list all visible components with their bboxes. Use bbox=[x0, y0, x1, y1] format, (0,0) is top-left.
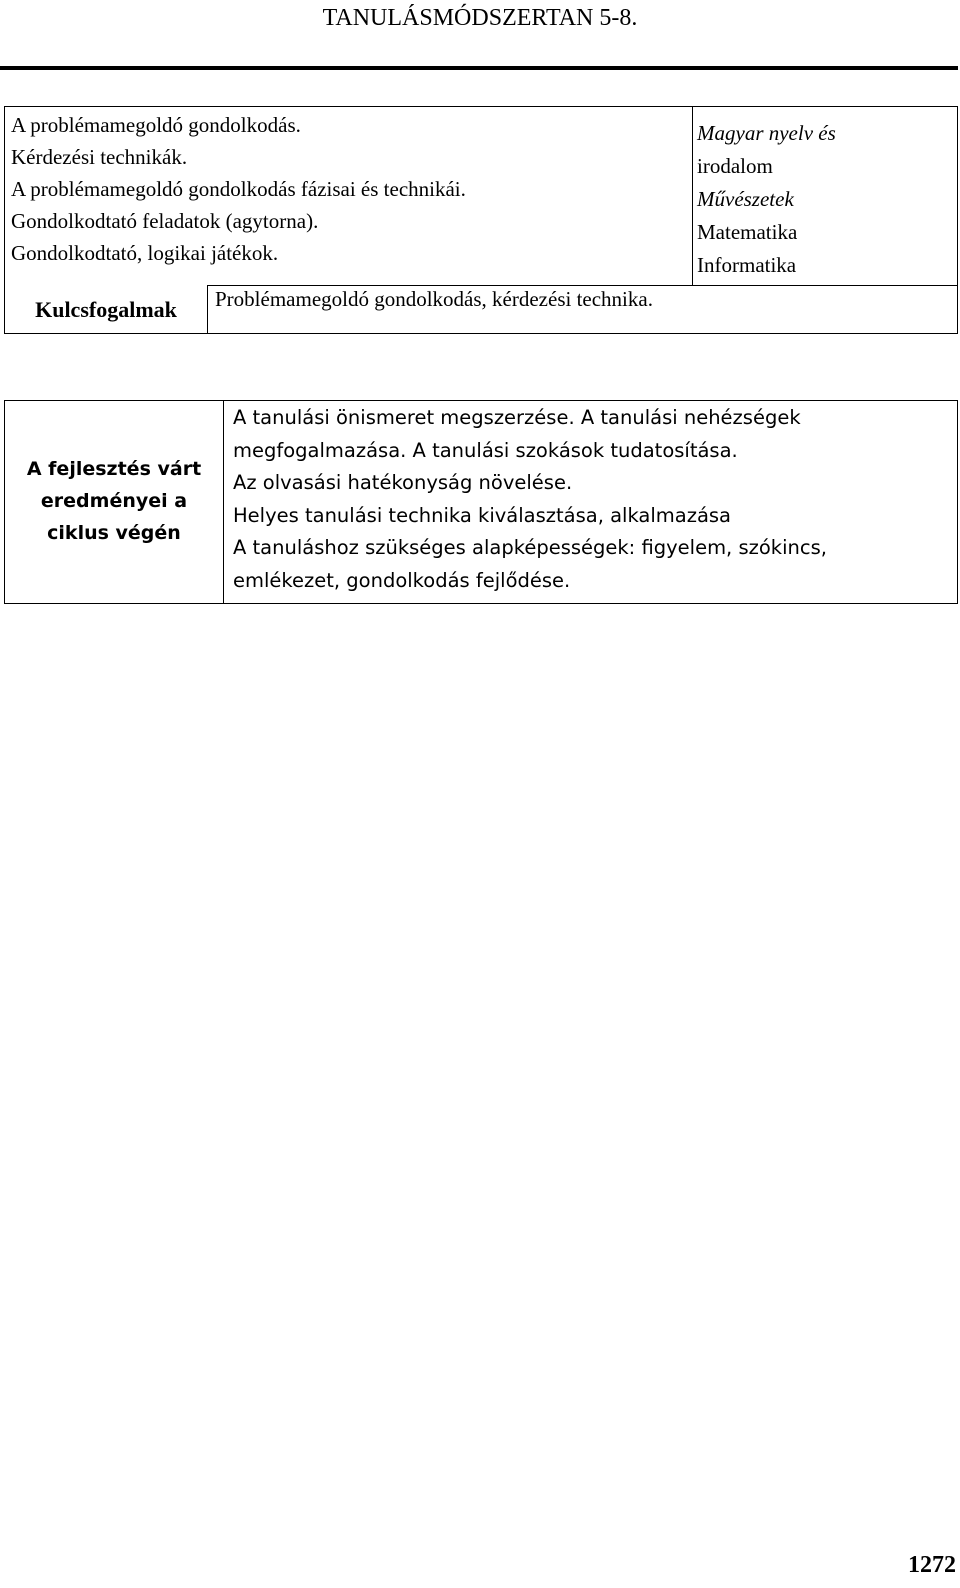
topic-content-line: A problémamegoldó gondolkodás fázisai és technikái. bbox=[11, 177, 466, 201]
result-line: A tanuláshoz szükséges alapképességek: figyelem, szókincs, bbox=[233, 536, 827, 559]
result-line: Az olvasási hatékonyság növelése. bbox=[233, 471, 573, 494]
label-line: A fejlesztés várt bbox=[26, 458, 202, 480]
topic-content-line: A problémamegoldó gondolkodás. bbox=[11, 113, 301, 137]
expected-results-text bbox=[233, 402, 827, 597]
key-concepts-label: Kulcsfogalmak bbox=[35, 297, 177, 322]
key-concepts-text: Problémamegoldó gondolkodás, kérdezési technika. bbox=[215, 287, 653, 311]
result-line: emlékezet, gondolkodás fejlődése. bbox=[233, 568, 571, 592]
table-divider-vertical bbox=[692, 107, 693, 285]
topic-content-line: Gondolkodtató, logikai játékok. bbox=[11, 241, 279, 265]
document-header-title: TANULÁSMÓDSZERTAN 5-8. bbox=[322, 5, 638, 31]
expected-results-label bbox=[5, 453, 223, 549]
result-line: A tanulási önismeret megszerzése. A tanulási nehézségek bbox=[233, 406, 801, 429]
related-subject: Művészetek bbox=[697, 187, 794, 211]
related-subject: Matematika bbox=[697, 220, 798, 244]
related-subjects bbox=[697, 117, 836, 282]
label-line: ciklus végén bbox=[47, 522, 181, 544]
related-subject: Magyar nyelv és bbox=[697, 121, 836, 145]
label-line: eredményei a bbox=[40, 490, 188, 512]
topic-content-line: Kérdezési technikák. bbox=[11, 145, 188, 169]
page-number: 1272 bbox=[908, 1552, 956, 1578]
topic-table bbox=[4, 106, 958, 334]
table-divider-vertical-lower bbox=[207, 285, 208, 333]
expected-results-table bbox=[4, 400, 958, 604]
related-subject: Informatika bbox=[697, 253, 797, 277]
topic-content-line: Gondolkodtató feladatok (agytorna). bbox=[11, 209, 319, 233]
topic-content-list bbox=[11, 109, 466, 269]
header-divider bbox=[0, 66, 958, 70]
result-line: Helyes tanulási technika kiválasztása, alkalmazása bbox=[233, 503, 732, 527]
related-subject: irodalom bbox=[697, 154, 773, 178]
result-line: megfogalmazása. A tanulási szokások tudatosítása. bbox=[233, 438, 738, 462]
table-divider-vertical bbox=[223, 401, 224, 603]
